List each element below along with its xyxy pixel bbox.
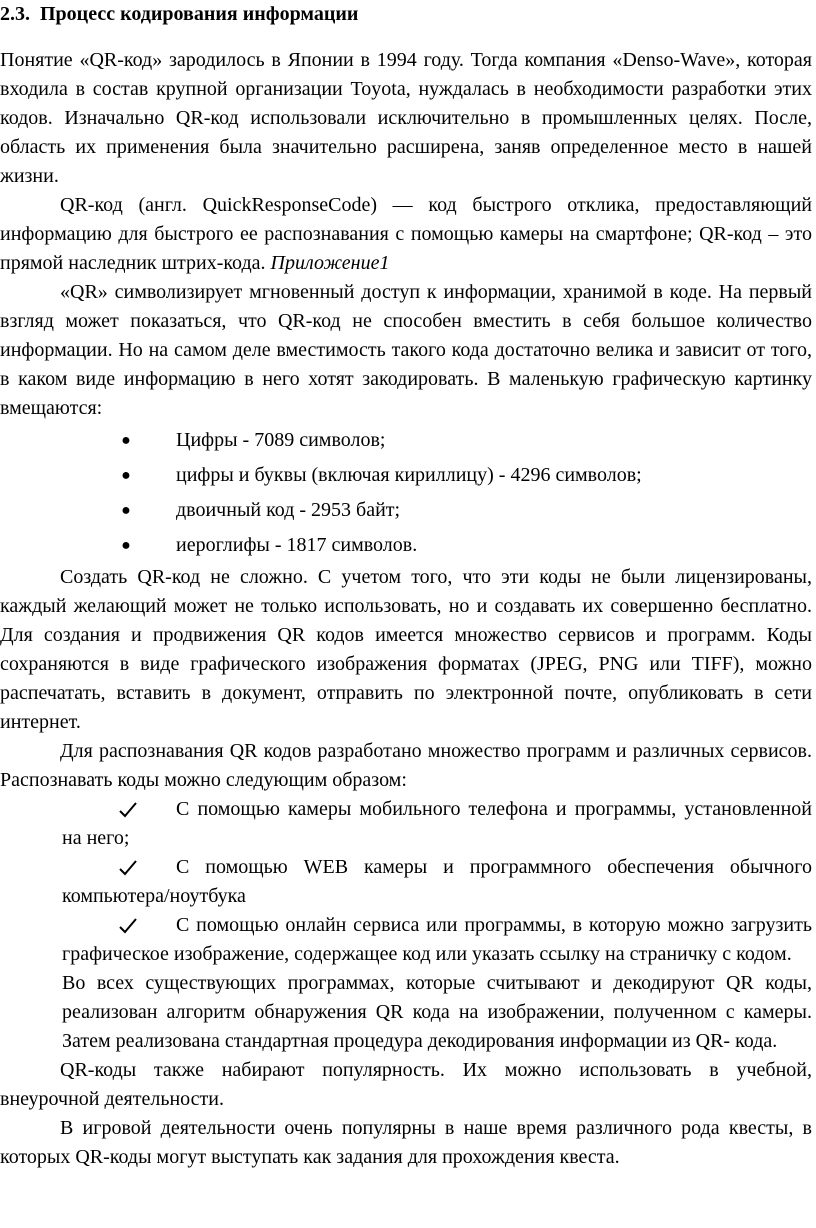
paragraph-qr-definition	[0, 191, 812, 278]
appendix-reference: Приложение1	[270, 252, 390, 274]
list-item	[62, 795, 812, 853]
section-number: 2.3.	[0, 3, 30, 25]
recognition-methods-list	[0, 795, 812, 969]
list-item-text: С помощью WEB камеры и программного обеспечения обычного компьютера/ноутбука	[62, 856, 812, 907]
checkmark-icon	[116, 795, 140, 824]
list-item-text: цифры и буквы (включая кириллицу) - 4296 символов;	[176, 464, 642, 486]
paragraph-create-qr: Создать QR-код не сложно. С учетом того, что эти коды не были лицензированы, каждый желающий может не только использовать, но и создавать их совершенно бесплатно. Для создания и продвижения QR кодов имеется множество сервисов и программ. Коды сохраняются в виде графического изображения форматах (JPEG, PNG или TIFF), можно распечатать, вставить в документ, отправить по электронной почте, опубликовать в сети интернет.	[0, 566, 812, 733]
paragraph-qr-capacity: «QR» символизирует мгновенный доступ к информации, хранимой в коде. На первый взгляд может показаться, что QR-код не способен вместить в себя большое количество информации. Но на самом деле вместимость такого кода достаточно велика и зависит от того, в каком виде информацию в него хотят закодировать. В маленькую графическую картинку вмещаются:	[0, 281, 812, 419]
section-title: Процесс кодирования информации	[40, 3, 359, 25]
paragraph-qr-origin: Понятие «QR-код» зародилось в Японии в 1994 году. Тогда компания «Denso-Wave», которая входила в состав крупной организации Toyota, нуждалась в необходимости разработки этих кодов. Изначально QR-код использовали исключительно в промышленных целях. После, область их применения была значительно расширена, заняв определенное место в нашей жизни.	[0, 49, 812, 187]
bullet-icon: ●	[121, 432, 131, 449]
list-item-text: С помощью онлайн сервиса или программы, в которую можно загрузить графическое изображение, содержащее код или указать ссылку на страничку с кодом.	[62, 914, 812, 965]
list-item	[62, 853, 812, 911]
paragraph-quests: В игровой деятельности очень популярны в наше время различного рода квесты, в которых QR-коды могут выступать как задания для прохождения квеста.	[0, 1117, 812, 1168]
paragraph-recognition-intro: Для распознавания QR кодов разработано множество программ и различных сервисов. Распознавать коды можно следующим образом:	[0, 740, 812, 791]
list-item-text: С помощью камеры мобильного телефона и программы, установленной на него;	[62, 798, 812, 849]
list-item	[0, 528, 812, 563]
list-item	[62, 911, 812, 969]
paragraph-decoding: Во всех существующих программах, которые считывают и декодируют QR коды, реализован алгоритм обнаружения QR кода на изображении, полученном с камеры. Затем реализована стандартная процедура декодирования информации из QR- кода.	[62, 972, 812, 1052]
bullet-icon: ●	[121, 467, 131, 484]
list-item	[0, 458, 812, 493]
paragraph-popularity: QR-коды также набирают популярность. Их можно использовать в учебной, внеурочной деятельности.	[0, 1059, 812, 1110]
list-item-text: Цифры - 7089 символов;	[176, 429, 386, 451]
list-item	[0, 423, 812, 458]
list-item-text: иероглифы - 1817 символов.	[176, 534, 418, 556]
list-item	[0, 493, 812, 528]
bullet-icon: ●	[121, 537, 131, 554]
checkmark-icon	[116, 853, 140, 882]
section-heading	[0, 0, 812, 29]
list-item-text: двоичный код - 2953 байт;	[176, 499, 401, 521]
bullet-icon: ●	[121, 502, 131, 519]
capacity-list	[0, 423, 812, 563]
checkmark-icon	[116, 911, 140, 940]
qr-definition-text: QR-код (англ. QuickResponseCode) — код быстрого отклика, предоставляющий информацию для быстрого ее распознавания с помощью камеры на смартфоне; QR-код – это прямой наследник штрих-кода.	[0, 194, 812, 274]
